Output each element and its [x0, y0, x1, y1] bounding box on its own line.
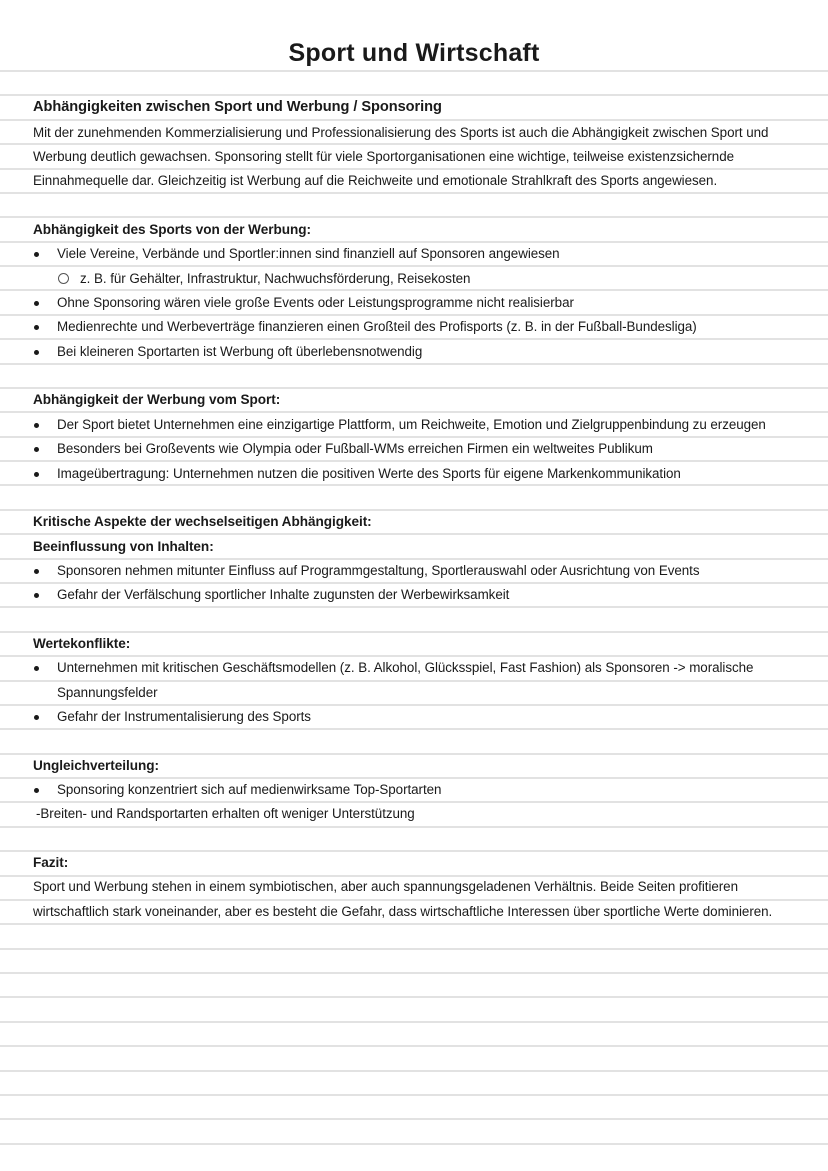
ruled-line [0, 1070, 828, 1072]
list-item-text: Viele Vereine, Verbände und Sportler:innen sind finanziell auf Sponsoren angewiesen [57, 246, 560, 261]
list-item-text: Besonders bei Großevents wie Olympia oder Fußball-WMs erreichen Firmen ein weltweites Publikum [57, 441, 653, 456]
list-item-continuation [0, 679, 828, 703]
list-item [0, 411, 828, 435]
section-heading: Abhängigkeit des Sports von der Werbung: [33, 222, 311, 237]
page-title: Sport und Wirtschaft [288, 39, 540, 67]
list-item-text: Medienrechte und Werbeverträge finanzieren einen Großteil des Profisports (z. B. in der Fußball-Bundesliga) [57, 319, 697, 334]
section-heading: Abhängigkeiten zwischen Sport und Werbung / Sponsoring [33, 99, 442, 115]
list-item [0, 289, 828, 313]
subsection-heading: Wertekonflikte: [33, 636, 131, 651]
title-row [0, 39, 828, 69]
paragraph-text: Mit der zunehmenden Kommerzialisierung und Professionalisierung des Sports ist auch die Abhängigkeit zwischen Sport und [33, 125, 769, 140]
ruled-line [0, 70, 828, 72]
paragraph-text: Werbung deutlich gewachsen. Sponsoring stellt für viele Sportorganisationen eine wichtige, teilweise existenzsichernde [33, 149, 734, 164]
bullet-icon [34, 350, 39, 355]
paragraph-line [0, 898, 828, 922]
heading-row [0, 533, 828, 557]
ruled-line [0, 192, 828, 194]
section-heading: Fazit: [33, 855, 69, 870]
list-item [0, 703, 828, 727]
list-item [0, 240, 828, 264]
hollow-circle-bullet-icon [58, 273, 69, 284]
bullet-icon [34, 325, 39, 330]
list-item [0, 460, 828, 484]
list-item-text: Bei kleineren Sportarten ist Werbung oft überlebensnotwendig [57, 344, 423, 359]
ruled-line [0, 1045, 828, 1047]
ruled-line [0, 1118, 828, 1120]
bullet-icon [34, 301, 39, 306]
list-item-text: Ohne Sponsoring wären viele große Events oder Leistungsprogramme nicht realisierbar [57, 295, 574, 310]
list-item [0, 435, 828, 459]
ruled-line [0, 1021, 828, 1023]
ruled-line [0, 972, 828, 974]
list-item [0, 776, 828, 800]
ruled-line [0, 996, 828, 998]
list-item-text: Gefahr der Verfälschung sportlicher Inhalte zugunsten der Werbewirksamkeit [57, 587, 510, 602]
dash-line [0, 800, 828, 824]
intro-heading-row [0, 94, 828, 118]
ruled-line [0, 923, 828, 925]
list-item-text: Sponsoring konzentriert sich auf medienwirksame Top-Sportarten [57, 782, 442, 797]
paragraph-text: wirtschaftlich stark voneinander, aber es besteht die Gefahr, dass wirtschaftliche Interessen über sportliche Werte dominieren. [33, 904, 773, 919]
heading-row [0, 849, 828, 873]
paragraph-text: Einnahmequelle dar. Gleichzeitig ist Werbung auf die Reichweite und emotionale Strahlkraft des Sports angewiesen. [33, 173, 718, 188]
ruled-line [0, 826, 828, 828]
list-item-text: Sponsoren nehmen mitunter Einfluss auf Programmgestaltung, Sportlerauswahl oder Ausrichtung von Events [57, 563, 700, 578]
heading-row [0, 630, 828, 654]
ruled-line [0, 1094, 828, 1096]
list-item [0, 581, 828, 605]
bullet-icon [34, 666, 39, 671]
ruled-line [0, 948, 828, 950]
paragraph-line [0, 143, 828, 167]
ruled-line [0, 1143, 828, 1145]
list-item [0, 654, 828, 678]
list-item-text: Imageübertragung: Unternehmen nutzen die positiven Werte des Sports für eigene Markenkommunikation [57, 466, 681, 481]
list-item-text: Der Sport bietet Unternehmen eine einzigartige Plattform, um Reichweite, Emotion und Zielgruppenbindung zu erzeugen [57, 417, 766, 432]
paragraph-line [0, 167, 828, 191]
list-item [0, 313, 828, 337]
dash-line-text: -Breiten- und Randsportarten erhalten oft weniger Unterstützung [36, 806, 415, 821]
bullet-icon [34, 715, 39, 720]
section-heading: Abhängigkeit der Werbung vom Sport: [33, 392, 281, 407]
heading-row [0, 752, 828, 776]
ruled-line [0, 363, 828, 365]
bullet-icon [34, 423, 39, 428]
bullet-icon [34, 472, 39, 477]
section-heading: Kritische Aspekte der wechselseitigen Abhängigkeit: [33, 514, 372, 529]
list-item-text: Unternehmen mit kritischen Geschäftsmodellen (z. B. Alkohol, Glücksspiel, Fast Fashion) als Sponsoren -> moralische [57, 660, 754, 675]
bullet-icon [34, 569, 39, 574]
sub-list-item [0, 265, 828, 289]
bullet-icon [34, 788, 39, 793]
list-item-text: Spannungsfelder [57, 685, 158, 700]
ruled-line [0, 728, 828, 730]
paragraph-line [0, 873, 828, 897]
bullet-icon [34, 447, 39, 452]
heading-row [0, 216, 828, 240]
ruled-line [0, 606, 828, 608]
list-item [0, 338, 828, 362]
bullet-icon [34, 252, 39, 257]
paragraph-line [0, 119, 828, 143]
heading-row [0, 386, 828, 410]
paragraph-text: Sport und Werbung stehen in einem symbiotischen, aber auch spannungsgeladenen Verhältnis. Beide Seiten profitieren [33, 879, 738, 894]
list-item-text: Gefahr der Instrumentalisierung des Sports [57, 709, 311, 724]
bullet-icon [34, 593, 39, 598]
subsection-heading: Ungleichverteilung: [33, 758, 159, 773]
ruled-line [0, 484, 828, 486]
sub-list-item-text: z. B. für Gehälter, Infrastruktur, Nachwuchsförderung, Reisekosten [80, 271, 471, 286]
heading-row [0, 508, 828, 532]
subsection-heading: Beeinflussung von Inhalten: [33, 539, 214, 554]
list-item [0, 557, 828, 581]
